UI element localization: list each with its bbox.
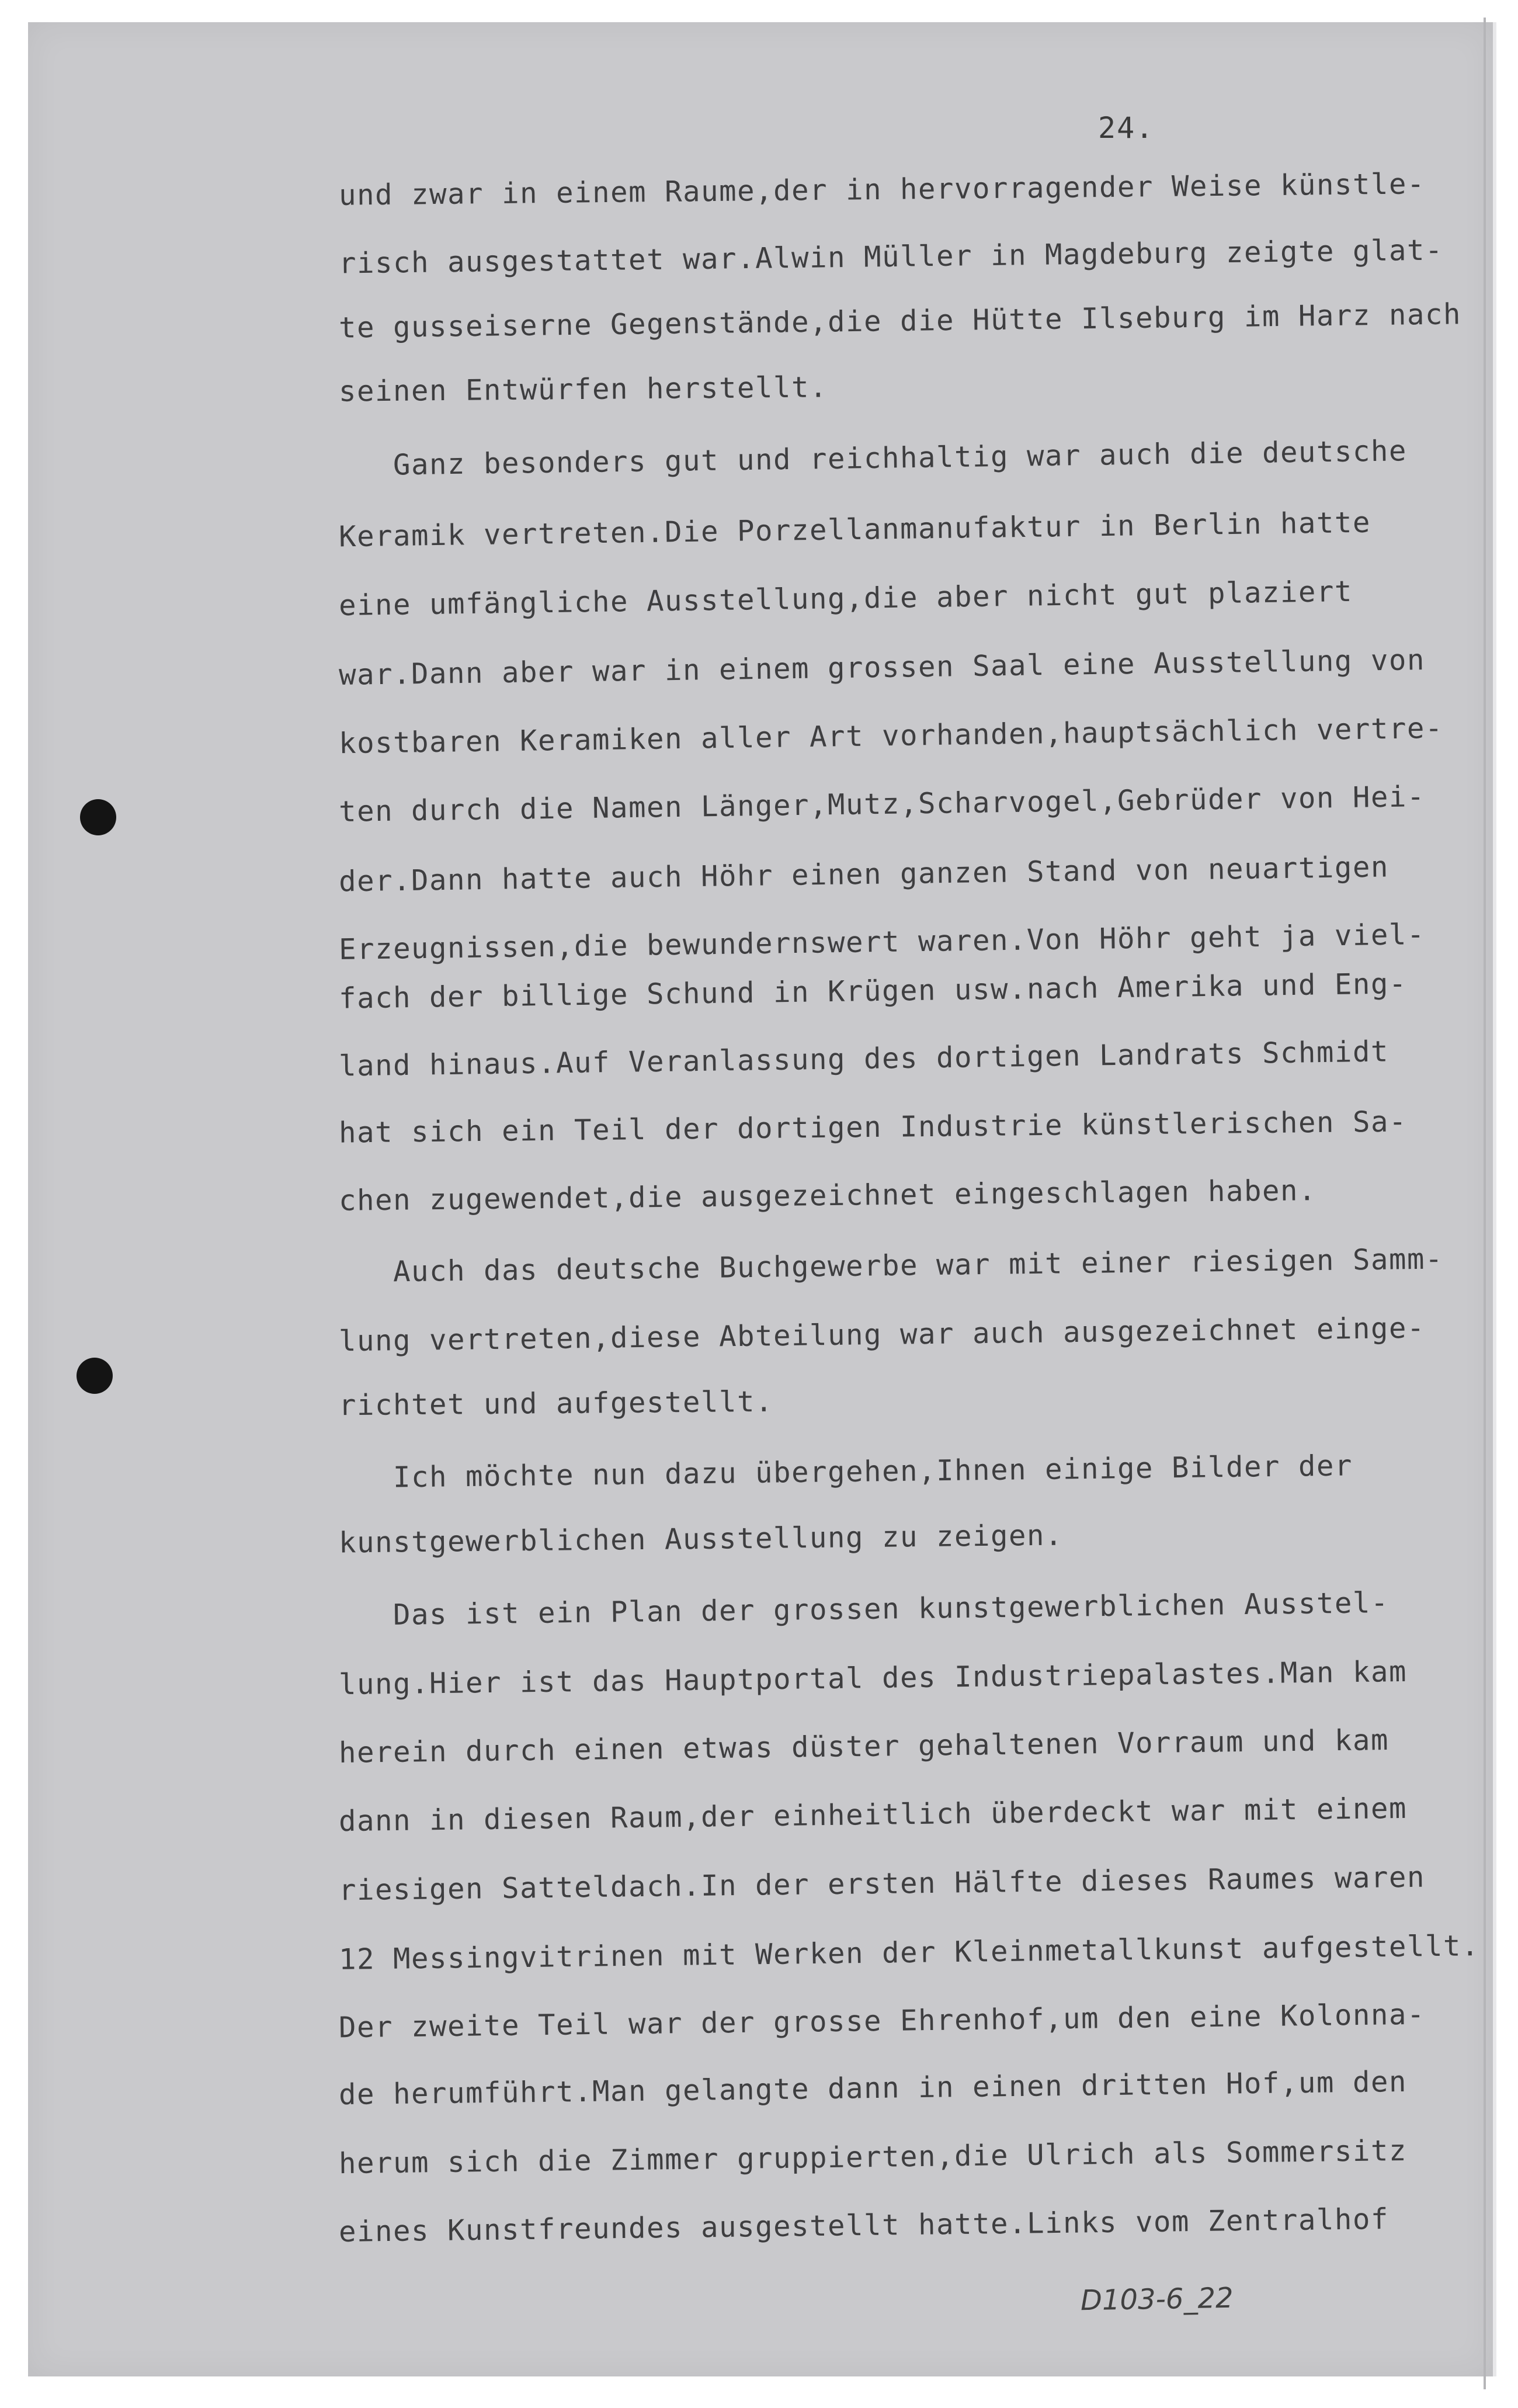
text-line: seinen Entwürfen herstellt.	[338, 370, 828, 408]
page-edge	[1484, 18, 1486, 2389]
text-line: fach der billige Schund in Krügen usw.nach Amerika und Eng-	[338, 967, 1408, 1015]
text-line: chen zugewendet,die ausgezeichnet eingeschlagen haben.	[338, 1174, 1317, 1217]
text-line: de herumführt.Man gelangte dann in einen dritten Hof,um den	[338, 2065, 1408, 2112]
text-line: eines Kunstfreundes ausgestellt hatte.Links vom Zentralhof	[338, 2202, 1390, 2249]
archive-reference-mark: D103-6_22	[1080, 2281, 1234, 2317]
text-line: Das ist ein Plan der grossen kunstgewerblichen Ausstel-	[338, 1586, 1390, 1632]
text-line: riesigen Satteldach.In der ersten Hälfte dieses Raumes waren	[338, 1860, 1426, 1907]
text-line: richtet und aufgestellt.	[338, 1385, 774, 1422]
text-line: Der zweite Teil war der grosse Ehrenhof,um den eine Kolonna-	[338, 1997, 1426, 2045]
punch-hole-upper	[80, 799, 116, 835]
text-line: lung vertreten,diese Abteilung war auch ausgezeichnet einge-	[338, 1311, 1426, 1358]
text-line: kostbaren Keramiken aller Art vorhanden,hauptsächlich vertre-	[338, 711, 1444, 761]
text-line: Ganz besonders gut und reichhaltig war auch die deutsche	[338, 434, 1408, 483]
text-line: hat sich ein Teil der dortigen Industrie künstlerischen Sa-	[338, 1105, 1408, 1150]
text-line: der.Dann hatte auch Höhr einen ganzen Stand von neuartigen	[338, 850, 1390, 898]
text-line: 12 Messingvitrinen mit Werken der Kleinmetallkunst aufgestellt.	[338, 1929, 1480, 1976]
text-line: herum sich die Zimmer gruppierten,die Ulrich als Sommersitz	[338, 2133, 1408, 2181]
text-line: Ich möchte nun dazu übergehen,Ihnen einige Bilder der	[338, 1449, 1353, 1495]
text-line: ten durch die Namen Länger,Mutz,Scharvogel,Gebrüder von Hei-	[338, 780, 1426, 828]
text-line: herein durch einen etwas düster gehaltenen Vorraum und kam	[338, 1723, 1390, 1769]
page-number: 24.	[1098, 111, 1155, 145]
punch-hole-lower	[77, 1358, 113, 1394]
text-line: land hinaus.Auf Veranlassung des dortigen Landrats Schmidt	[338, 1035, 1390, 1083]
text-line: kunstgewerblichen Ausstellung zu zeigen.	[338, 1518, 1064, 1560]
text-line: risch ausgestattet war.Alwin Müller in Magdeburg zeigte glat-	[338, 233, 1444, 280]
text-line: war.Dann aber war in einem grossen Saal eine Ausstellung von	[338, 643, 1426, 692]
text-line: lung.Hier ist das Hauptportal des Industriepalastes.Man kam	[338, 1654, 1408, 1702]
text-line: dann in diesen Raum,der einheitlich überdeckt war mit einem	[338, 1791, 1408, 1838]
text-line: und zwar in einem Raume,der in hervorragender Weise künstle-	[338, 167, 1426, 212]
text-line: Erzeugnissen,die bewundernswert waren.Von Höhr geht ja viel-	[338, 918, 1426, 966]
text-line: Auch das deutsche Buchgewerbe war mit einer riesigen Samm-	[338, 1242, 1444, 1289]
text-line: te gusseiserne Gegenstände,die die Hütte Ilseburg im Harz nach	[338, 297, 1462, 345]
text-line: Keramik vertreten.Die Porzellanmanufaktur in Berlin hatte	[338, 505, 1371, 554]
text-line: eine umfängliche Ausstellung,die aber nicht gut plaziert	[338, 574, 1353, 623]
